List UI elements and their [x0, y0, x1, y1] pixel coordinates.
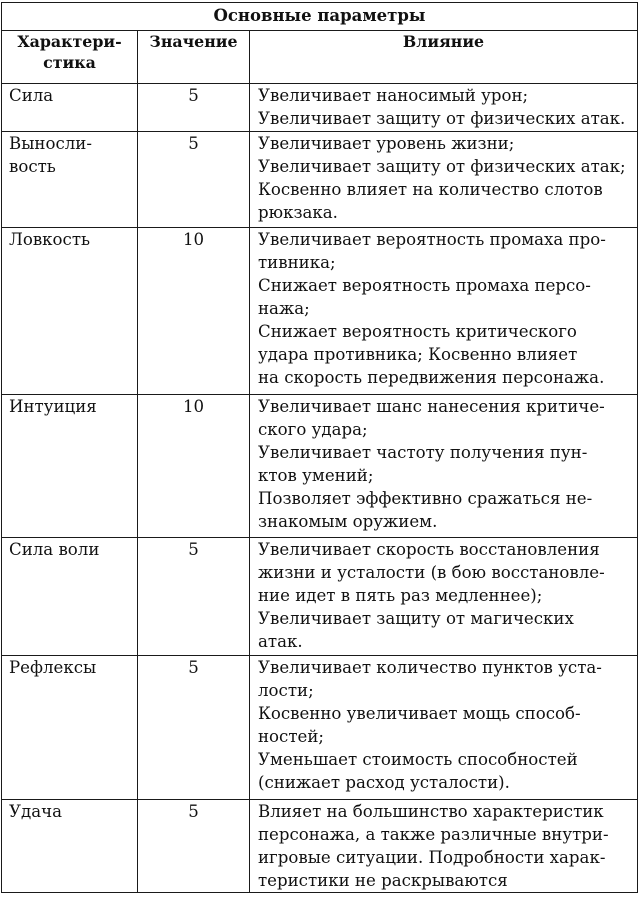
header-value: Значение	[138, 31, 250, 84]
effect-line: лости;	[258, 681, 314, 700]
effect-line: Снижает вероятность критического	[258, 322, 577, 341]
characteristic-name-line: Сила	[9, 86, 54, 105]
table-caption-row	[2, 3, 638, 31]
characteristic-value: 5	[138, 656, 250, 800]
effect-line: знакомым оружием.	[258, 512, 438, 531]
characteristic-name-line: Ловкость	[9, 230, 91, 249]
effect-line: Увеличивает скорость восстановления	[258, 540, 600, 559]
effect-line: Снижает вероятность промаха персо-	[258, 276, 591, 295]
header-characteristic	[2, 31, 138, 84]
characteristic-name-line: Интуиция	[9, 397, 97, 416]
effect-line: Уменьшает стоимость способностей	[258, 750, 578, 769]
effect-line: ктов умений;	[258, 466, 374, 485]
table-header-row	[2, 31, 638, 84]
characteristic-name-line: Выносли-	[9, 134, 92, 153]
characteristic-name	[2, 395, 138, 538]
effect-line: Позволяет эффективно сражаться не-	[258, 489, 593, 508]
characteristic-name	[2, 538, 138, 656]
characteristic-name	[2, 656, 138, 800]
characteristic-effect	[250, 84, 638, 132]
table-row	[2, 84, 638, 132]
characteristic-effect	[250, 800, 638, 893]
characteristic-name	[2, 800, 138, 893]
characteristic-name-line: Рефлексы	[9, 658, 97, 677]
effect-line: Увеличивает частоту получения пун-	[258, 443, 588, 462]
characteristic-value: 10	[138, 228, 250, 395]
effect-line: теристики не раскрываются	[258, 871, 508, 890]
effect-line: Увеличивает вероятность промаха про-	[258, 230, 606, 249]
characteristic-value: 5	[138, 800, 250, 893]
effect-line: Влияет на большинство характеристик	[258, 802, 604, 821]
characteristic-effect	[250, 538, 638, 656]
characteristic-name-line: Удача	[9, 802, 62, 821]
effect-line: тивника;	[258, 253, 336, 272]
table-row	[2, 656, 638, 800]
effect-line: атак.	[258, 632, 303, 651]
characteristic-name-line: Сила воли	[9, 540, 100, 559]
characteristic-value: 10	[138, 395, 250, 538]
effect-line: Увеличивает защиту от физических атак;	[258, 157, 626, 176]
effect-line: удара противника; Косвенно влияет	[258, 345, 578, 364]
effect-line: ностей;	[258, 727, 324, 746]
characteristic-name	[2, 228, 138, 395]
effect-line: Увеличивает количество пунктов уста-	[258, 658, 602, 677]
effect-line: Увеличивает защиту от магических	[258, 609, 574, 628]
characteristic-effect	[250, 228, 638, 395]
effect-line: Косвенно влияет на количество слотов	[258, 180, 603, 199]
header-effect: Влияние	[250, 31, 638, 84]
effect-line: рюкзака.	[258, 203, 338, 222]
effect-line: ского удара;	[258, 420, 368, 439]
characteristic-effect	[250, 132, 638, 228]
parameters-table	[1, 2, 638, 893]
table-title: Основные параметры	[2, 3, 638, 31]
effect-line: Увеличивает уровень жизни;	[258, 134, 515, 153]
characteristic-effect	[250, 656, 638, 800]
characteristic-effect	[250, 395, 638, 538]
effect-line: (снижает расход усталости).	[258, 773, 510, 792]
characteristic-value: 5	[138, 84, 250, 132]
characteristic-name	[2, 132, 138, 228]
table-row	[2, 132, 638, 228]
characteristic-name-line: вость	[9, 157, 56, 176]
effect-line: игровые ситуации. Подробности харак-	[258, 848, 606, 867]
effect-line: Увеличивает наносимый урон;	[258, 86, 529, 105]
effect-line: на скорость передвижения персонажа.	[258, 368, 605, 387]
effect-line: жизни и усталости (в бою восстановле-	[258, 563, 605, 582]
table-row	[2, 395, 638, 538]
characteristic-name	[2, 84, 138, 132]
effect-line: Увеличивает шанс нанесения критиче-	[258, 397, 605, 416]
header-characteristic-line: стика	[43, 53, 96, 72]
characteristic-value: 5	[138, 132, 250, 228]
table-row	[2, 538, 638, 656]
header-characteristic-line: Характери-	[17, 32, 122, 51]
effect-line: нажа;	[258, 299, 310, 318]
table-row	[2, 800, 638, 893]
characteristic-value: 5	[138, 538, 250, 656]
effect-line: Увеличивает защиту от физических атак.	[258, 109, 626, 128]
effect-line: ние идет в пять раз медленнее);	[258, 586, 543, 605]
effect-line: Косвенно увеличивает мощь способ-	[258, 704, 581, 723]
table-row	[2, 228, 638, 395]
effect-line: персонажа, а также различные внутри-	[258, 825, 609, 844]
